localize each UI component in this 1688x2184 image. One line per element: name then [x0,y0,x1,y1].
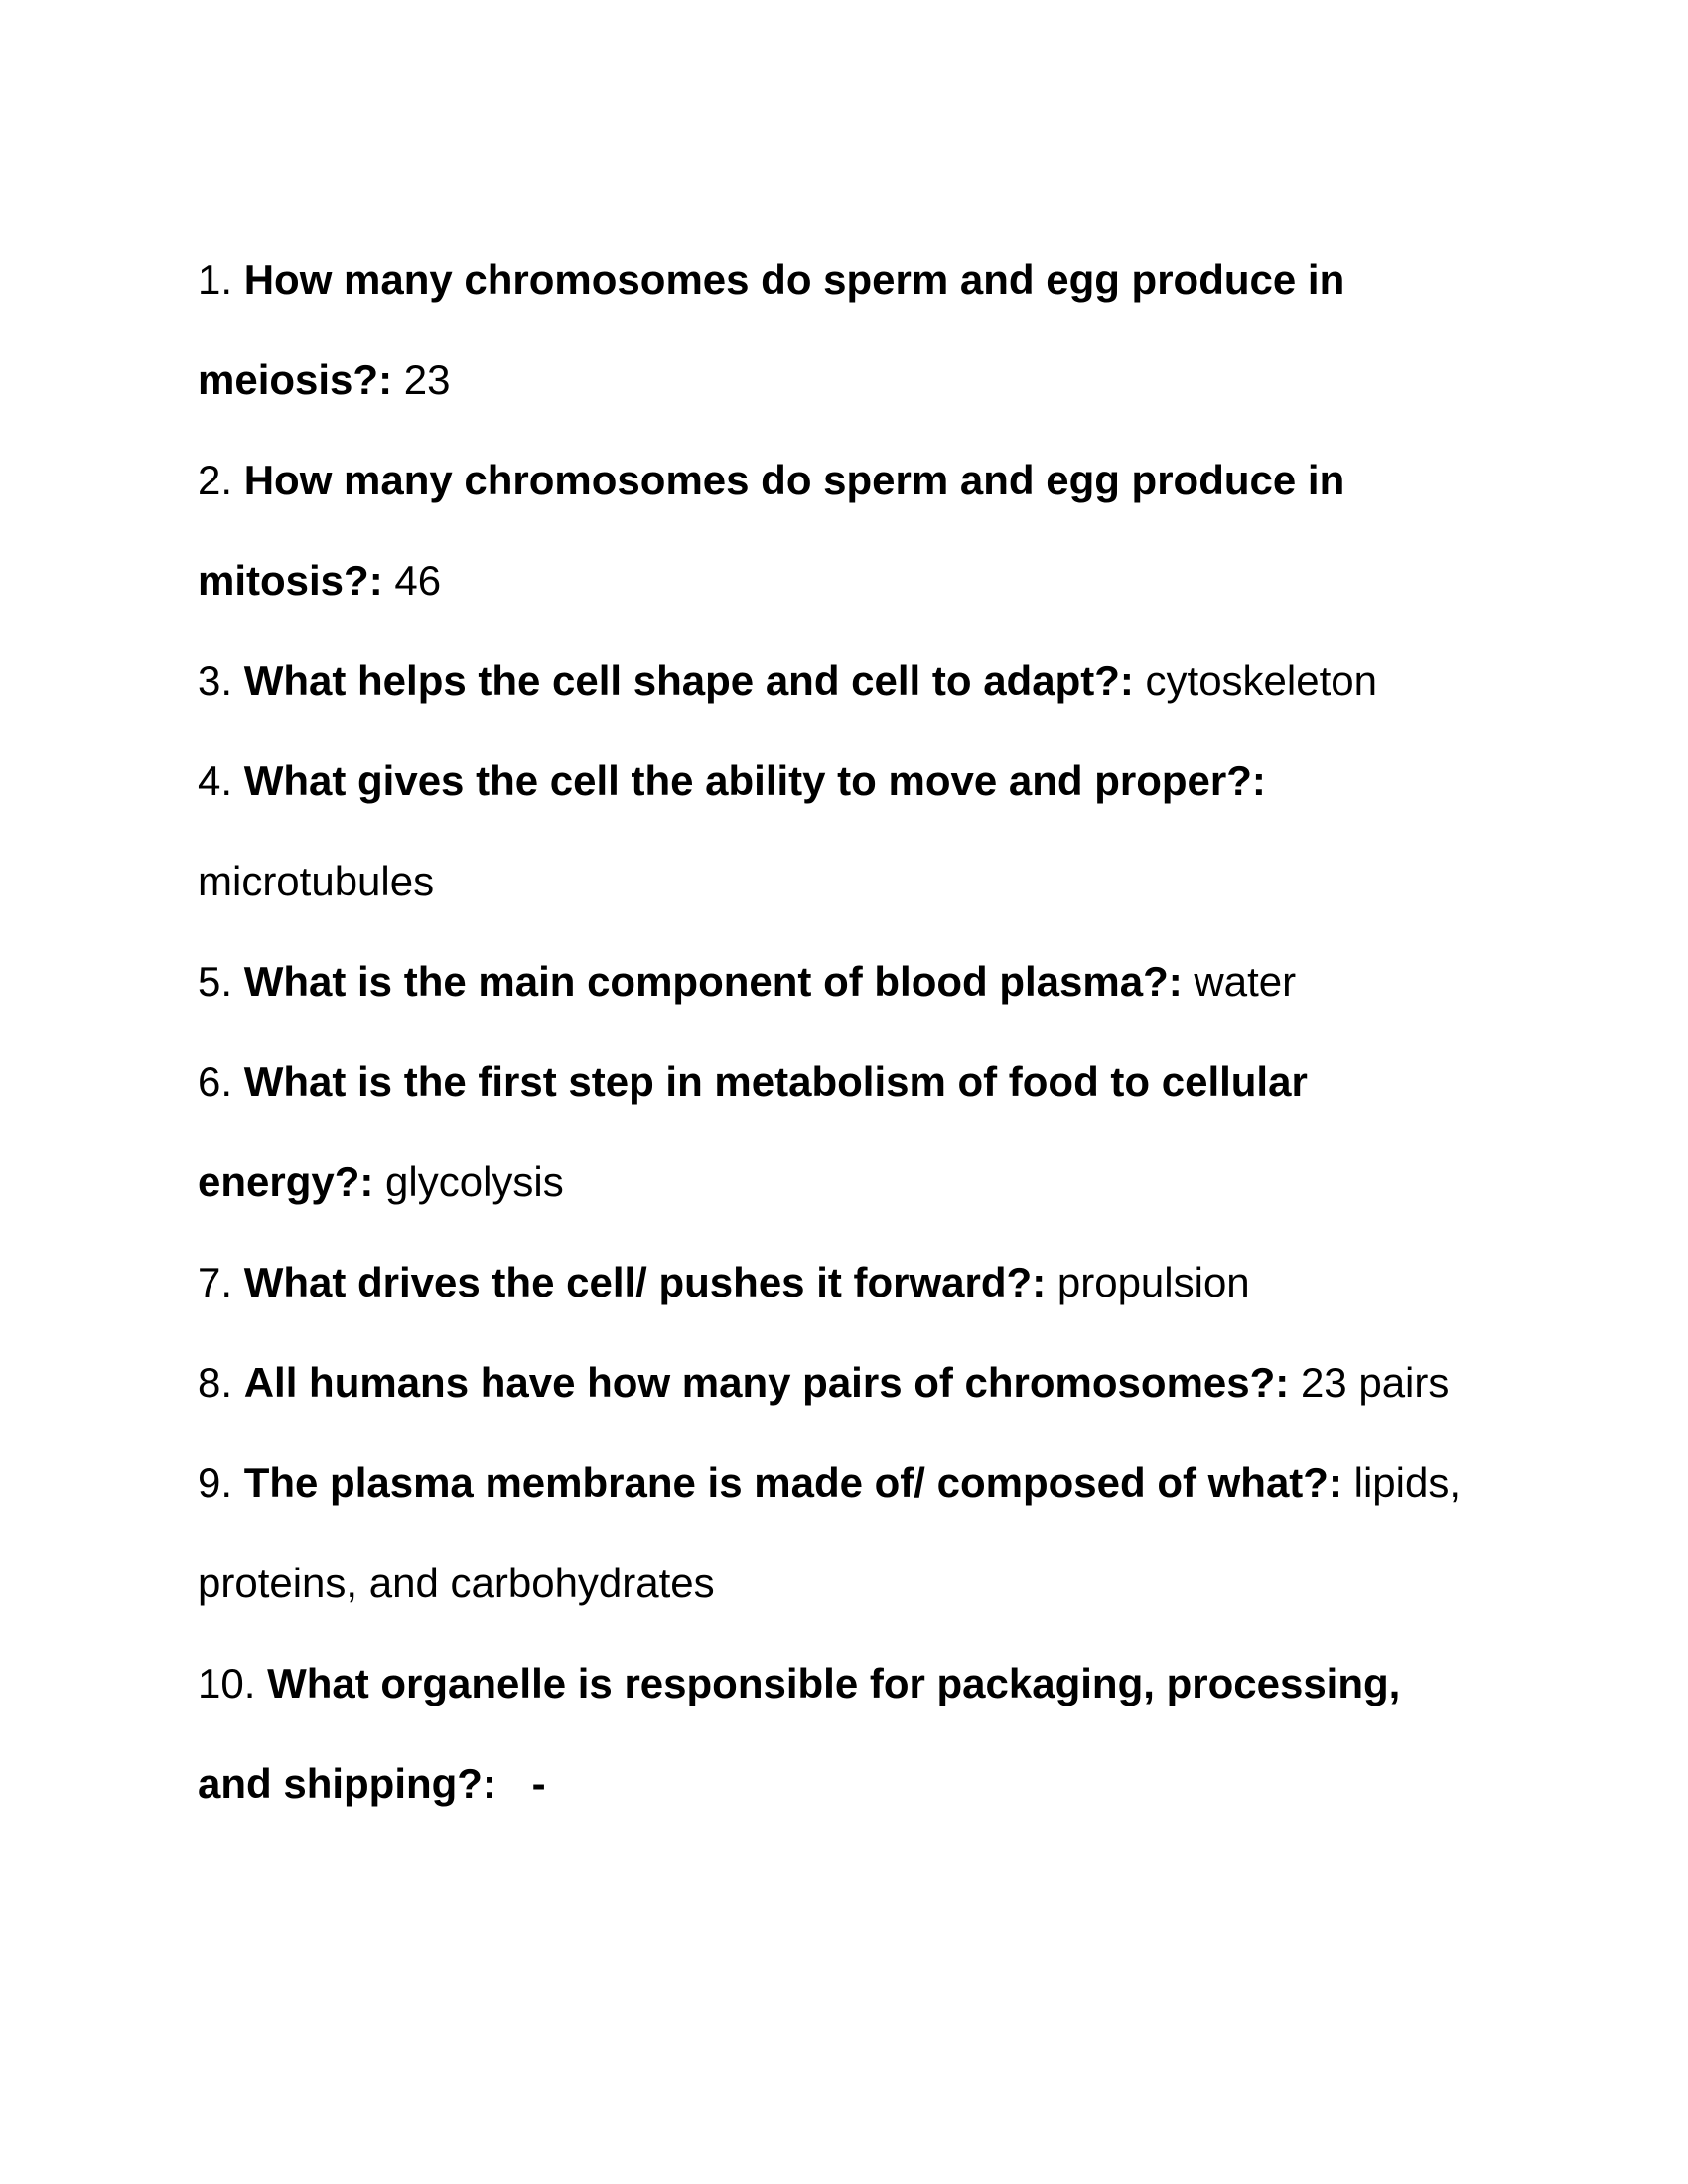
flashcard-list [198,229,1478,1834]
item-number: 1. [198,256,233,303]
question-text: What is the main component of blood plasma?: [243,958,1183,1005]
item-number: 10. [198,1660,256,1706]
answer-text: glycolysis [385,1159,564,1205]
qa-item [198,1031,1478,1232]
qa-item [198,1332,1478,1433]
item-number: 3. [198,657,233,704]
qa-item [198,931,1478,1031]
answer-text: water [1194,958,1297,1005]
item-number: 2. [198,457,233,503]
item-number: 9. [198,1459,233,1506]
qa-item [198,229,1478,430]
question-text: What helps the cell shape and cell to adapt?: [243,657,1134,704]
item-number: 6. [198,1058,233,1105]
qa-item [198,430,1478,630]
question-text: The plasma membrane is made of/ composed of what?: [243,1459,1342,1506]
answer-text: - [531,1760,546,1807]
question-text: What gives the cell the ability to move and proper?: [243,757,1266,804]
answer-text: 23 [403,356,451,403]
item-number: 8. [198,1359,233,1406]
answer-text: cytoskeleton [1145,657,1377,704]
question-text: How many chromosomes do sperm and egg produce in mitosis?: [198,457,1345,604]
answer-text: lipids, proteins, and carbohydrates [198,1459,1461,1606]
answer-text: 23 pairs [1300,1359,1450,1406]
question-text: What is the first step in metabolism of food to cellular energy?: [198,1058,1308,1205]
answer-text: 46 [394,557,442,604]
qa-item [198,1633,1478,1834]
qa-item [198,630,1478,731]
item-number: 7. [198,1259,233,1305]
item-number: 5. [198,958,233,1005]
qa-item [198,1433,1478,1633]
answer-text: microtubules [198,858,435,904]
qa-item [198,731,1478,931]
qa-item [198,1232,1478,1332]
question-text: All humans have how many pairs of chromosomes?: [243,1359,1290,1406]
question-text: What organelle is responsible for packaging, processing, and shipping?: [198,1660,1401,1807]
question-text: What drives the cell/ pushes it forward?: [243,1259,1047,1305]
answer-text: propulsion [1056,1259,1250,1305]
question-text: How many chromosomes do sperm and egg produce in meiosis?: [198,256,1345,403]
item-number: 4. [198,757,233,804]
